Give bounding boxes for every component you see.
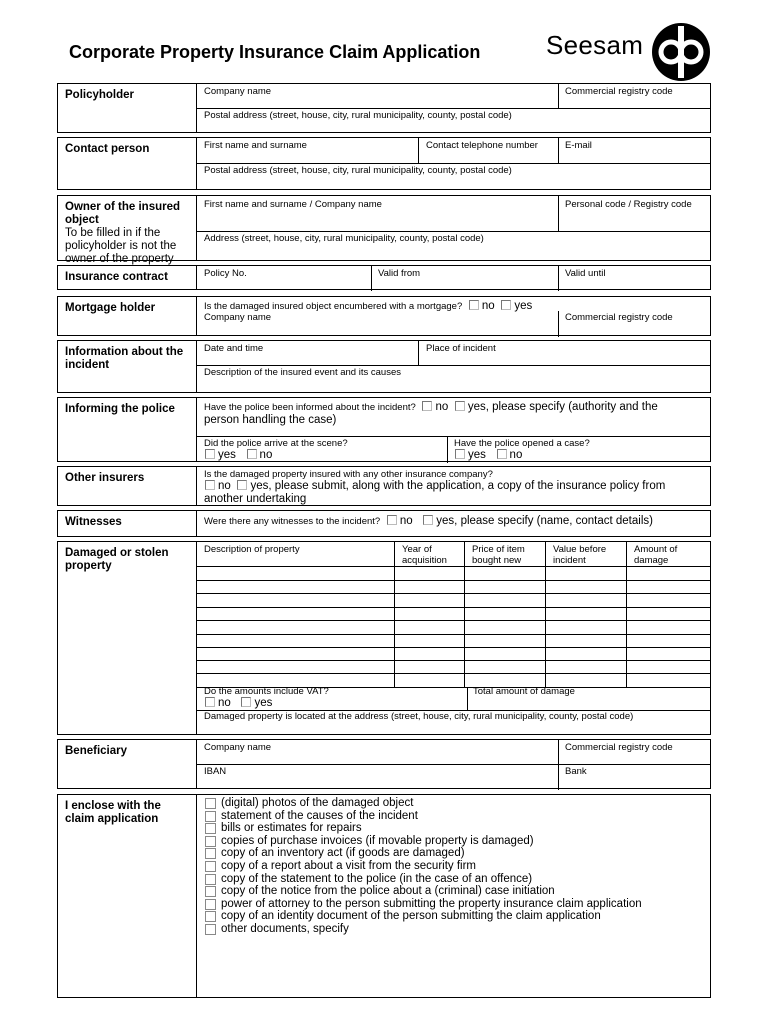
insurers-yes-checkbox[interactable] (237, 480, 247, 490)
section-beneficiary (57, 739, 711, 789)
insurers-yes-label-cont: another undertaking (204, 493, 307, 505)
section-insurance-contract (57, 265, 711, 290)
contact-postal-address-field[interactable]: Postal address (street, house, city, rural municipality, county, postal code) (204, 165, 512, 176)
beneficiary-company-field[interactable]: Company name (204, 742, 272, 753)
contact-email-field[interactable]: E-mail (565, 140, 592, 151)
police-case-no-checkbox[interactable] (497, 449, 507, 459)
witnesses-no-label: no (399, 515, 413, 527)
enclose-checkbox[interactable] (205, 924, 216, 935)
vat-yes-label: yes (254, 697, 273, 709)
contact-name-field[interactable]: First name and surname (204, 140, 307, 151)
insurers-yes-label: yes, please submit, along with the application, a copy of the insurance policy from (250, 480, 666, 492)
police-arrive-no-checkbox[interactable] (247, 449, 257, 459)
col-year: Year of acquisition (402, 544, 447, 566)
section-police (57, 397, 711, 462)
beneficiary-registry-field[interactable]: Commercial registry code (565, 742, 673, 753)
section-policyholder (57, 83, 711, 133)
enclose-checkbox[interactable] (205, 811, 216, 822)
form-title: Corporate Property Insurance Claim Application (69, 42, 481, 62)
police-yes-checkbox[interactable] (455, 401, 465, 411)
witnesses-no-checkbox[interactable] (387, 515, 397, 525)
enclose-checkbox[interactable] (205, 823, 216, 834)
incident-place-field[interactable]: Place of incident (426, 343, 496, 354)
enclose-checkbox[interactable] (205, 848, 216, 859)
section-mortgage-holder (57, 296, 711, 336)
mortgage-registry-field[interactable]: Commercial registry code (565, 312, 673, 323)
mortgage-company-field[interactable]: Company name (204, 312, 272, 323)
property-location-field[interactable]: Damaged property is located at the address (street, house, city, rural municipality, county, postal code) (204, 711, 634, 722)
col-description: Description of property (204, 544, 300, 555)
police-case-yes-checkbox[interactable] (455, 449, 465, 459)
police-yes-label-cont: person handling the case) (204, 414, 337, 426)
mortgage-no-label: no (481, 300, 495, 312)
enclose-checkbox[interactable] (205, 836, 216, 847)
section-contact-person (57, 137, 711, 190)
damaged-property-label: Damaged or stolen property (65, 547, 169, 572)
owner-code-field[interactable]: Personal code / Registry code (565, 199, 692, 210)
contact-phone-field[interactable]: Contact telephone number (426, 140, 538, 151)
insurance-contract-label: Insurance contract (65, 271, 168, 283)
witnesses-yes-label: yes, please specify (name, contact details) (436, 515, 653, 527)
incident-date-time-field[interactable]: Date and time (204, 343, 264, 354)
section-damaged-property (57, 541, 711, 735)
vat-no-checkbox[interactable] (205, 697, 215, 707)
witnesses-yes-checkbox[interactable] (423, 515, 433, 525)
police-no-checkbox[interactable] (422, 401, 432, 411)
owner-name-field[interactable]: First name and surname / Company name (204, 199, 382, 210)
owner-sub-label: To be filled in if the policyholder is not the owner of the property (65, 227, 177, 265)
police-case-no-label: no (509, 449, 523, 461)
section-owner (57, 195, 711, 265)
enclose-checkbox[interactable] (205, 899, 216, 910)
mortgage-yes-checkbox[interactable] (501, 300, 511, 310)
owner-label: Owner of the insured object (65, 201, 181, 226)
witnesses-label: Witnesses (65, 516, 122, 528)
beneficiary-label: Beneficiary (65, 745, 128, 757)
insurers-no-checkbox[interactable] (205, 480, 215, 490)
col-price-new: Price of item bought new (472, 544, 525, 566)
contact-person-label: Contact person (65, 143, 150, 155)
mortgage-holder-label: Mortgage holder (65, 302, 156, 314)
col-value-before: Value before incident (553, 544, 607, 566)
section-other-insurers (57, 466, 711, 506)
enclose-label: I enclose with the claim application (65, 800, 161, 825)
insurers-no-label: no (218, 480, 231, 492)
registry-code-field[interactable]: Commercial registry code (565, 86, 673, 97)
postal-address-field[interactable]: Postal address (street, house, city, rural municipality, county, postal code) (204, 110, 512, 121)
beneficiary-bank-field[interactable]: Bank (565, 766, 587, 777)
owner-address-field[interactable]: Address (street, house, city, rural municipality, county, postal code) (204, 233, 484, 244)
enclose-checkbox[interactable] (205, 911, 216, 922)
enclose-checkbox[interactable] (205, 861, 216, 872)
policyholder-label: Policyholder (65, 89, 135, 101)
mortgage-yes-label: yes (514, 300, 533, 312)
col-amount-damage: Amount of damage (634, 544, 678, 566)
police-arrive-yes-checkbox[interactable] (205, 449, 215, 459)
enclose-checkbox[interactable] (205, 886, 216, 897)
police-yes-label: yes, please specify (authority and the (467, 401, 658, 413)
insurers-question: Is the damaged property insured with any other insurance company? (204, 469, 493, 480)
mortgage-question: Is the damaged insured object encumbered with a mortgage? (204, 301, 463, 312)
valid-from-field[interactable]: Valid from (378, 268, 421, 279)
police-arrive-question: Did the police arrive at the scene? (204, 438, 348, 449)
vat-question: Do the amounts include VAT? (204, 686, 329, 697)
police-label: Informing the police (65, 403, 175, 415)
brand-logo-text: Seesam (546, 30, 644, 60)
section-incident (57, 340, 711, 393)
total-damage-field[interactable]: Total amount of damage (473, 686, 575, 697)
mortgage-no-checkbox[interactable] (469, 300, 479, 310)
incident-description-field[interactable]: Description of the insured event and its causes (204, 367, 401, 378)
section-witnesses (57, 510, 711, 537)
policy-no-field[interactable]: Policy No. (204, 268, 247, 279)
beneficiary-iban-field[interactable]: IBAN (204, 766, 227, 777)
vat-no-label: no (218, 697, 231, 709)
valid-until-field[interactable]: Valid until (565, 268, 606, 279)
police-no-label: no (435, 401, 449, 413)
witnesses-question: Were there any witnesses to the incident? (204, 516, 381, 527)
section-enclosures: I enclose with the claim application (digital) photos of the damaged object statement of the causes of the incident bills or estimates for repairs copies of purchase invoices (if movable property is damaged) copy of an inventory act (if goods are damaged) copy of a report about a visit from the security firm copy of the statement to the police (in the case of an offence) copy of the notice from the police about a (criminal) case initiation power of attorney to the person submitting the property insurance claim application copy of an identity document of the person submitting the claim application other documents, specify (57, 794, 711, 998)
police-case-question: Have the police opened a case? (454, 438, 590, 449)
seesam-logo-icon (651, 22, 711, 82)
police-arrive-no-label: no (259, 449, 273, 461)
police-arrive-yes-label: yes (218, 449, 236, 461)
police-question: Have the police been informed about the incident? (204, 402, 416, 413)
company-name-field[interactable]: Company name (204, 86, 272, 97)
enclose-checkbox[interactable] (205, 874, 216, 885)
other-insurers-label: Other insurers (65, 472, 145, 484)
enclose-checkbox[interactable] (205, 798, 216, 809)
vat-yes-checkbox[interactable] (241, 697, 251, 707)
incident-label: Information about the incident (65, 346, 184, 371)
police-case-yes-label: yes (468, 449, 486, 461)
